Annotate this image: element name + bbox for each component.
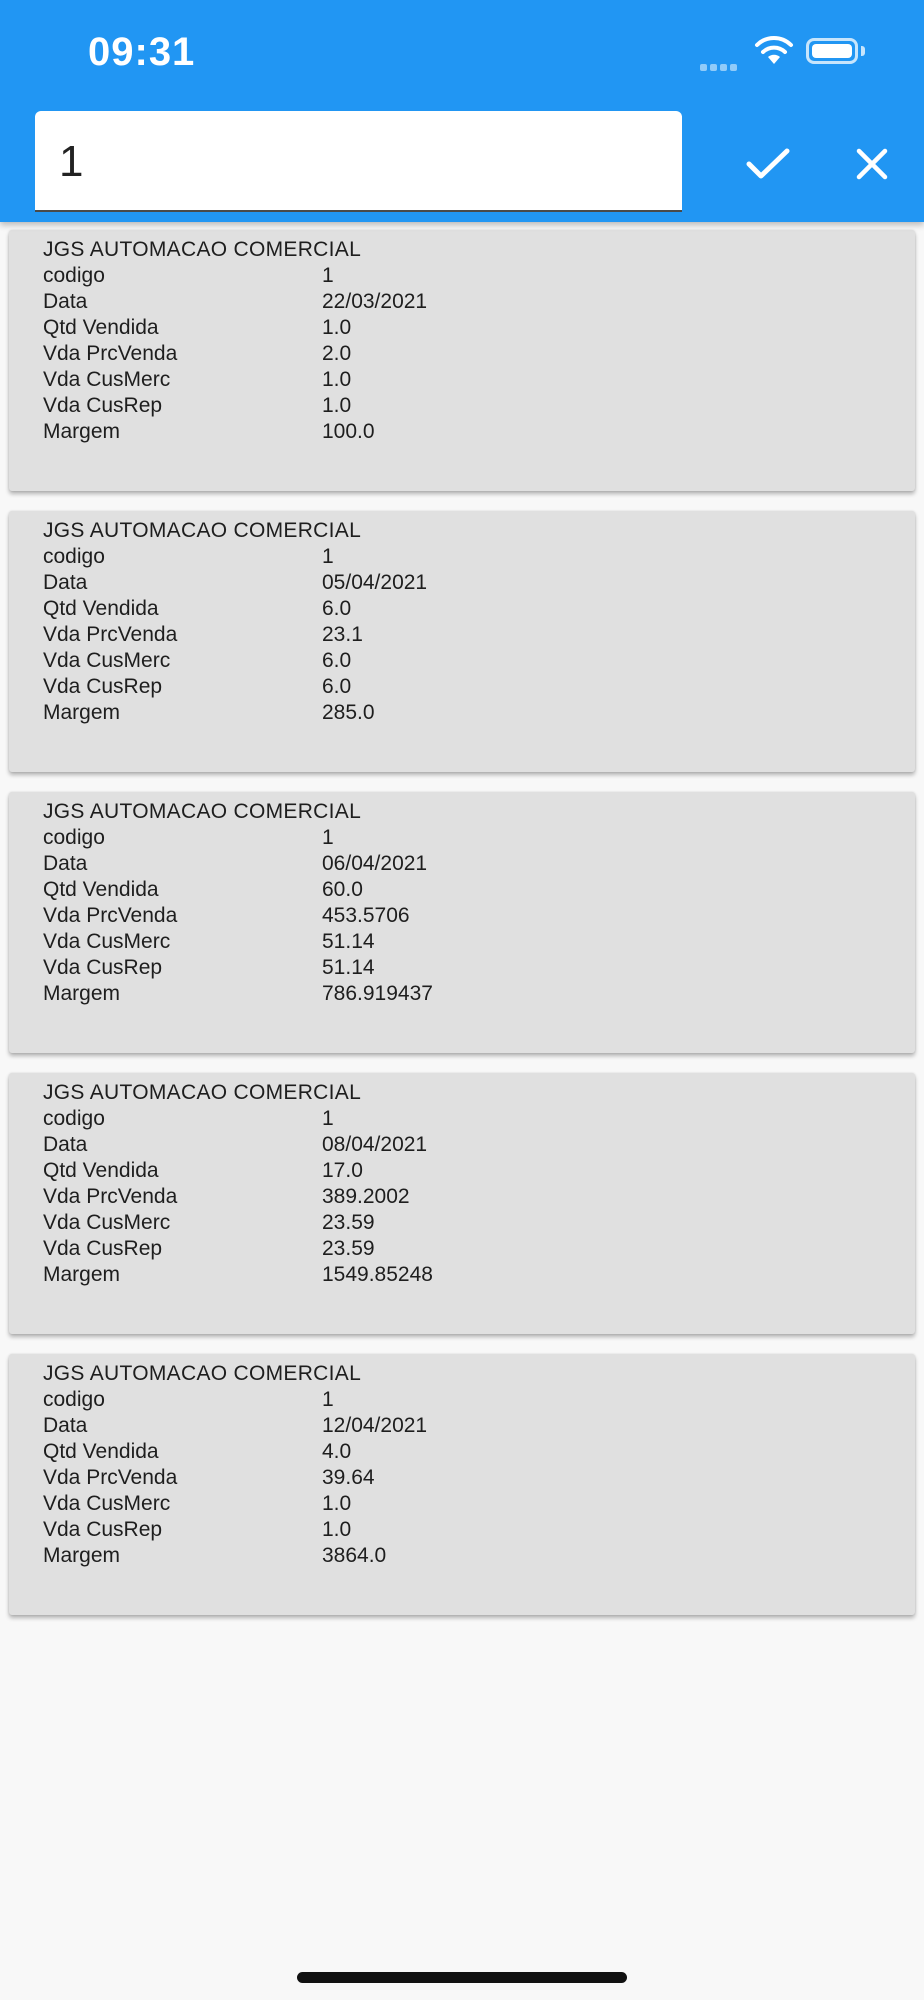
value-vda-cusrep: 51.14 <box>322 956 375 979</box>
value-codigo: 1 <box>322 1388 334 1411</box>
label-codigo: codigo <box>43 1107 105 1130</box>
label-vda-cusrep: Vda CusRep <box>43 1518 163 1541</box>
value-vda-cusmerc: 1.0 <box>322 368 352 391</box>
value-vda-cusmerc: 23.59 <box>322 1211 375 1234</box>
value-vda-cusrep: 1.0 <box>322 394 352 417</box>
label-vda-prcvenda: Vda PrcVenda <box>43 1466 178 1489</box>
sale-card[interactable] <box>9 1354 915 1615</box>
label-codigo: codigo <box>43 1388 105 1411</box>
label-qtd-vendida: Qtd Vendida <box>43 316 159 339</box>
label-vda-cusrep: Vda CusRep <box>43 675 163 698</box>
value-vda-prcvenda: 389.2002 <box>322 1185 410 1208</box>
value-vda-cusrep: 1.0 <box>322 1518 352 1541</box>
cancel-button[interactable] <box>840 132 904 196</box>
value-vda-prcvenda: 39.64 <box>322 1466 375 1489</box>
label-vda-prcvenda: Vda PrcVenda <box>43 342 178 365</box>
label-codigo: codigo <box>43 545 105 568</box>
label-codigo: codigo <box>43 264 105 287</box>
label-vda-prcvenda: Vda PrcVenda <box>43 904 178 927</box>
sale-card[interactable] <box>9 230 915 491</box>
value-qtd-vendida: 1.0 <box>322 316 352 339</box>
label-margem: Margem <box>43 1544 121 1567</box>
value-margem: 786.919437 <box>322 982 433 1005</box>
value-vda-prcvenda: 453.5706 <box>322 904 410 927</box>
value-codigo: 1 <box>322 1107 334 1130</box>
label-vda-cusrep: Vda CusRep <box>43 956 163 979</box>
sale-card[interactable] <box>9 792 915 1053</box>
label-vda-cusmerc: Vda CusMerc <box>43 1211 171 1234</box>
app-bar <box>0 0 924 222</box>
value-codigo: 1 <box>322 826 334 849</box>
value-codigo: 1 <box>322 545 334 568</box>
label-vda-prcvenda: Vda PrcVenda <box>43 623 178 646</box>
card-company: JGS AUTOMACAO COMERCIAL <box>43 800 362 823</box>
label-vda-cusmerc: Vda CusMerc <box>43 1492 171 1515</box>
value-margem: 3864.0 <box>322 1544 387 1567</box>
label-data: Data <box>43 852 88 875</box>
label-data: Data <box>43 571 88 594</box>
home-indicator[interactable] <box>297 1972 627 1983</box>
label-data: Data <box>43 290 88 313</box>
sale-card[interactable] <box>9 511 915 772</box>
value-vda-cusrep: 23.59 <box>322 1237 375 1260</box>
value-vda-cusmerc: 51.14 <box>322 930 375 953</box>
value-qtd-vendida: 60.0 <box>322 878 363 901</box>
value-margem: 100.0 <box>322 420 375 443</box>
label-vda-cusrep: Vda CusRep <box>43 394 163 417</box>
battery-icon <box>806 38 858 64</box>
sale-card[interactable] <box>9 1073 915 1334</box>
value-qtd-vendida: 4.0 <box>322 1440 352 1463</box>
card-company: JGS AUTOMACAO COMERCIAL <box>43 1362 362 1385</box>
value-vda-prcvenda: 23.1 <box>322 623 363 646</box>
value-data: 05/04/2021 <box>322 571 428 594</box>
value-data: 08/04/2021 <box>322 1133 428 1156</box>
wifi-icon <box>754 34 794 66</box>
check-icon <box>746 147 790 181</box>
label-margem: Margem <box>43 1263 121 1286</box>
label-vda-prcvenda: Vda PrcVenda <box>43 1185 178 1208</box>
value-vda-cusmerc: 6.0 <box>322 649 352 672</box>
label-vda-cusrep: Vda CusRep <box>43 1237 163 1260</box>
value-margem: 285.0 <box>322 701 375 724</box>
label-qtd-vendida: Qtd Vendida <box>43 1440 159 1463</box>
card-company: JGS AUTOMACAO COMERCIAL <box>43 519 362 542</box>
value-qtd-vendida: 17.0 <box>322 1159 363 1182</box>
search-field[interactable] <box>35 111 682 212</box>
value-data: 06/04/2021 <box>322 852 428 875</box>
label-data: Data <box>43 1133 88 1156</box>
label-margem: Margem <box>43 701 121 724</box>
value-vda-cusmerc: 1.0 <box>322 1492 352 1515</box>
battery-tip <box>861 46 865 56</box>
cellular-signal-icon <box>700 58 744 66</box>
label-qtd-vendida: Qtd Vendida <box>43 1159 159 1182</box>
value-data: 22/03/2021 <box>322 290 428 313</box>
confirm-button[interactable] <box>736 132 800 196</box>
value-margem: 1549.85248 <box>322 1263 433 1286</box>
label-data: Data <box>43 1414 88 1437</box>
value-vda-prcvenda: 2.0 <box>322 342 352 365</box>
label-qtd-vendida: Qtd Vendida <box>43 878 159 901</box>
label-margem: Margem <box>43 420 121 443</box>
close-icon <box>855 147 889 181</box>
value-vda-cusrep: 6.0 <box>322 675 352 698</box>
label-qtd-vendida: Qtd Vendida <box>43 597 159 620</box>
status-time: 09:31 <box>88 30 196 74</box>
value-qtd-vendida: 6.0 <box>322 597 352 620</box>
value-codigo: 1 <box>322 264 334 287</box>
card-company: JGS AUTOMACAO COMERCIAL <box>43 238 362 261</box>
label-margem: Margem <box>43 982 121 1005</box>
card-company: JGS AUTOMACAO COMERCIAL <box>43 1081 362 1104</box>
label-vda-cusmerc: Vda CusMerc <box>43 368 171 391</box>
label-codigo: codigo <box>43 826 105 849</box>
search-input[interactable] <box>57 133 661 191</box>
label-vda-cusmerc: Vda CusMerc <box>43 649 171 672</box>
value-data: 12/04/2021 <box>322 1414 428 1437</box>
label-vda-cusmerc: Vda CusMerc <box>43 930 171 953</box>
